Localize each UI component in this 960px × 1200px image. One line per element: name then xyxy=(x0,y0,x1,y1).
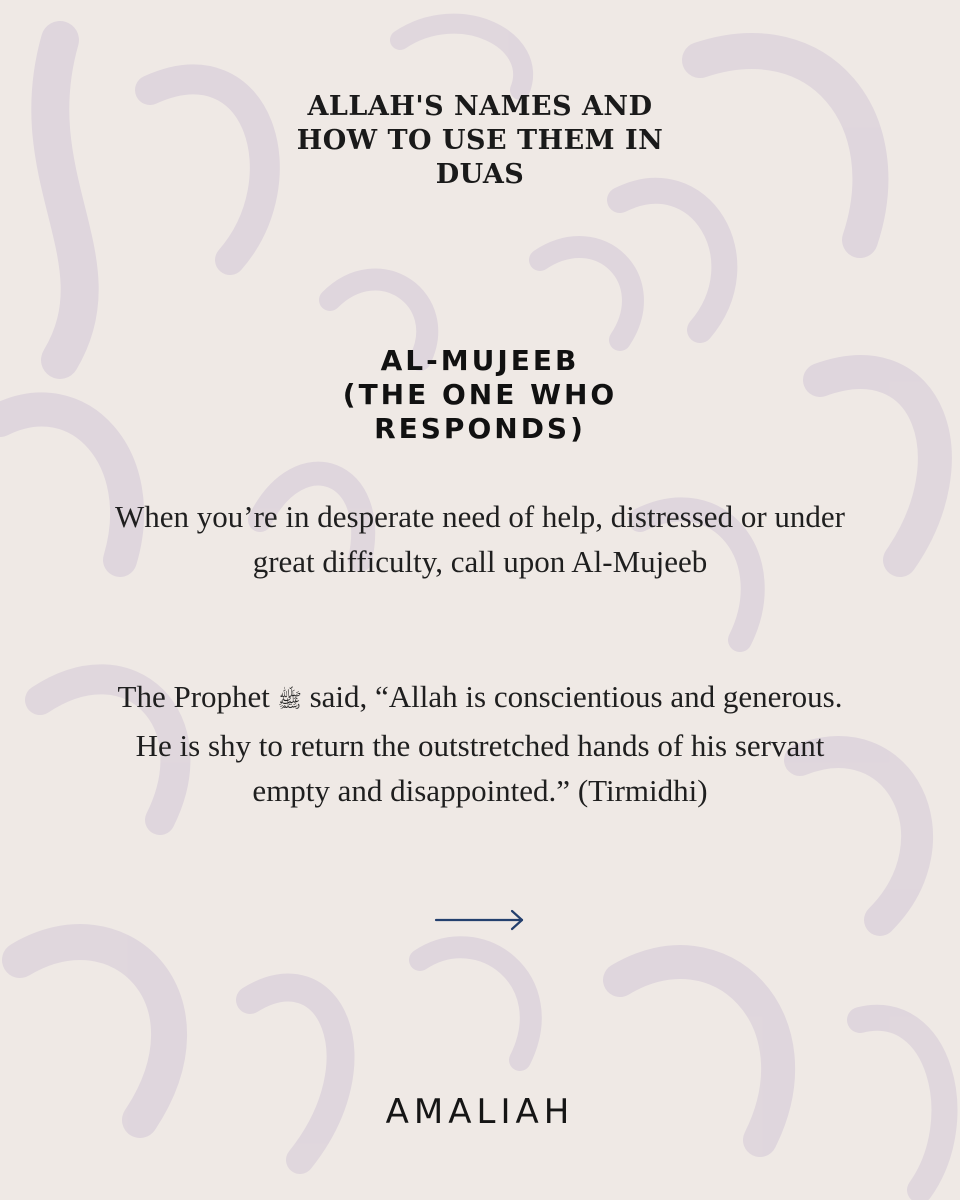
hadith-paragraph xyxy=(110,674,850,813)
divine-name: AL-MUJEEB xyxy=(380,344,580,377)
series-title: ALLAH'S NAMES AND HOW TO USE THEM IN DUAS xyxy=(296,91,664,190)
hadith-intro: The Prophet xyxy=(117,679,270,714)
divine-name-heading xyxy=(200,344,760,446)
arrow-right-icon[interactable] xyxy=(434,906,526,934)
hadith-quote: said, “Allah is conscientious and generous. He is shy to return the outstretched hands of his servant empty and disappointed.” (Tirmidhi) xyxy=(135,679,843,808)
brand-logo: AMALIAH xyxy=(385,1092,575,1132)
divine-name-meaning-line1: (THE ONE WHO xyxy=(342,378,618,411)
honorific-symbol: ﷺ xyxy=(277,688,302,712)
usage-paragraph: When you’re in desperate need of help, distressed or under great difficulty, call upon Al-Mujeeb xyxy=(115,499,845,579)
divine-name-meaning-line2: RESPONDS) xyxy=(374,412,586,445)
